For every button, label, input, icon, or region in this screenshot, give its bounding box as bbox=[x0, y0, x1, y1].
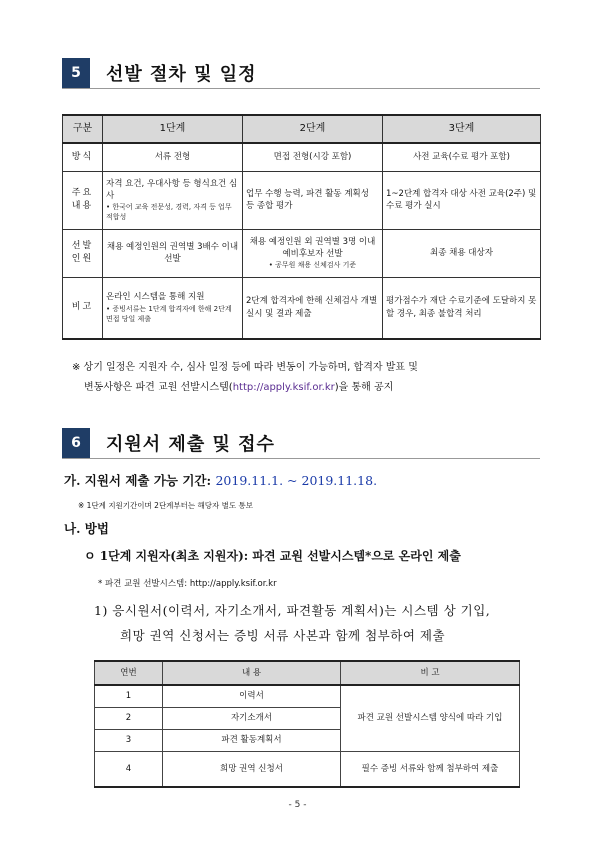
header-cell: 1단계 bbox=[103, 115, 243, 143]
method-heading: 나. 방법 bbox=[64, 521, 109, 536]
table-row bbox=[63, 229, 541, 277]
table-header-row bbox=[63, 115, 541, 143]
table-cell: 사전 교육(수료 평가 포함) bbox=[383, 143, 541, 171]
system-link[interactable]: http://apply.ksif.or.kr bbox=[232, 382, 335, 393]
method-note: * 파견 교원 선발시스템: http://apply.ksif.or.kr bbox=[98, 579, 277, 589]
table-cell: 최종 채용 대상자 bbox=[383, 229, 541, 277]
remark-cell: 필수 증빙 서류와 함께 첨부하여 제출 bbox=[341, 752, 520, 788]
row-label: 주요 내용 bbox=[63, 171, 103, 229]
row-label: 선발 인원 bbox=[63, 229, 103, 277]
table-header-row bbox=[95, 661, 520, 685]
row-number: 1 bbox=[95, 685, 163, 708]
page-number: - 5 - bbox=[288, 800, 307, 810]
table-cell: 2단계 합격자에 한해 신체검사 개별 실시 및 결과 제출 bbox=[243, 277, 383, 339]
selection-procedure-table bbox=[62, 114, 541, 340]
instruction-line: 1) 응시원서(이력서, 자기소개서, 파견활동 계획서)는 시스템 상 기입, bbox=[94, 603, 491, 618]
section-5-header bbox=[62, 58, 540, 89]
table-row bbox=[63, 171, 541, 229]
header-cell: 내 용 bbox=[163, 661, 341, 685]
note-text: )을 통해 공지 bbox=[334, 382, 394, 393]
header-cell: 연번 bbox=[95, 661, 163, 685]
cell-text: 채용 예정인원 외 권역별 3명 이내 예비후보자 선발 bbox=[249, 236, 376, 259]
cell-text: 온라인 시스템을 통해 지원 bbox=[106, 292, 205, 303]
period-label: 가. 지원서 제출 가능 기간: bbox=[64, 473, 212, 488]
section-title: 선발 절차 및 일정 bbox=[106, 64, 257, 85]
table-cell: 서류 전형 bbox=[103, 143, 243, 171]
row-number: 2 bbox=[95, 708, 163, 730]
schedule-note bbox=[72, 358, 418, 398]
application-period bbox=[64, 471, 377, 489]
header-cell: 구분 bbox=[63, 115, 103, 143]
table-row bbox=[95, 685, 520, 708]
section-title: 지원서 제출 및 접수 bbox=[106, 434, 275, 455]
method-item: ㅇ 1단계 지원자(최초 지원자): 파견 교원 선발시스템*으로 온라인 제출 bbox=[84, 549, 461, 563]
table-row bbox=[95, 752, 520, 788]
header-cell: 3단계 bbox=[383, 115, 541, 143]
section-6-header bbox=[62, 428, 540, 459]
documents-table bbox=[94, 660, 520, 788]
document-name: 파견 활동계획서 bbox=[163, 730, 341, 752]
table-cell bbox=[243, 229, 383, 277]
cell-note: • 한국어 교육 전문성, 경력, 자격 등 업무 적합성 bbox=[106, 203, 232, 222]
cell-note: • 공무원 채용 신체검사 기준 bbox=[268, 261, 357, 270]
table-cell: 채용 예정인원의 권역별 3배수 이내 선발 bbox=[103, 229, 243, 277]
row-label: 방식 bbox=[63, 143, 103, 171]
document-name: 자기소개서 bbox=[163, 708, 341, 730]
note-line bbox=[72, 378, 418, 398]
document-name: 희망 권역 신청서 bbox=[163, 752, 341, 788]
note-line: ※ 상기 일정은 지원자 수, 심사 일정 등에 따라 변동이 가능하며, 합격자 발표 및 bbox=[72, 362, 418, 373]
table-row bbox=[63, 277, 541, 339]
table-cell: 1~2단계 합격자 대상 사전 교육(2주) 및 수료 평가 실시 bbox=[383, 171, 541, 229]
note-text: 변동사항은 파견 교원 선발시스템( bbox=[84, 382, 233, 393]
table-cell bbox=[103, 171, 243, 229]
row-label: 비고 bbox=[63, 277, 103, 339]
remark-cell: 파견 교원 선발시스템 양식에 따라 기입 bbox=[341, 685, 520, 752]
section-number: 5 bbox=[62, 58, 90, 88]
row-number: 4 bbox=[95, 752, 163, 788]
period-note: ※ 1단계 지원기간이며 2단계부터는 해당자 별도 통보 bbox=[78, 501, 254, 510]
document-name: 이력서 bbox=[163, 685, 341, 708]
row-number: 3 bbox=[95, 730, 163, 752]
header-cell: 2단계 bbox=[243, 115, 383, 143]
instruction-line: 희망 권역 신청서는 증빙 서류 사본과 함께 첨부하여 제출 bbox=[120, 628, 446, 643]
header-cell: 비 고 bbox=[341, 661, 520, 685]
cell-note: • 증빙서류는 1단계 합격자에 한해 2단계 면접 당일 제출 bbox=[106, 304, 232, 323]
table-cell bbox=[103, 277, 243, 339]
section-number: 6 bbox=[62, 428, 90, 458]
table-cell: 평가점수가 재단 수료기준에 도달하지 못할 경우, 최종 불합격 처리 bbox=[383, 277, 541, 339]
cell-text: 자격 요건, 우대사항 등 형식요건 심사 bbox=[106, 178, 238, 201]
table-row bbox=[63, 143, 541, 171]
table-cell: 면접 전형(시강 포함) bbox=[243, 143, 383, 171]
period-value: 2019.11.1. ~ 2019.11.18. bbox=[215, 473, 378, 488]
table-cell: 업무 수행 능력, 파견 활동 계획성 등 종합 평가 bbox=[243, 171, 383, 229]
